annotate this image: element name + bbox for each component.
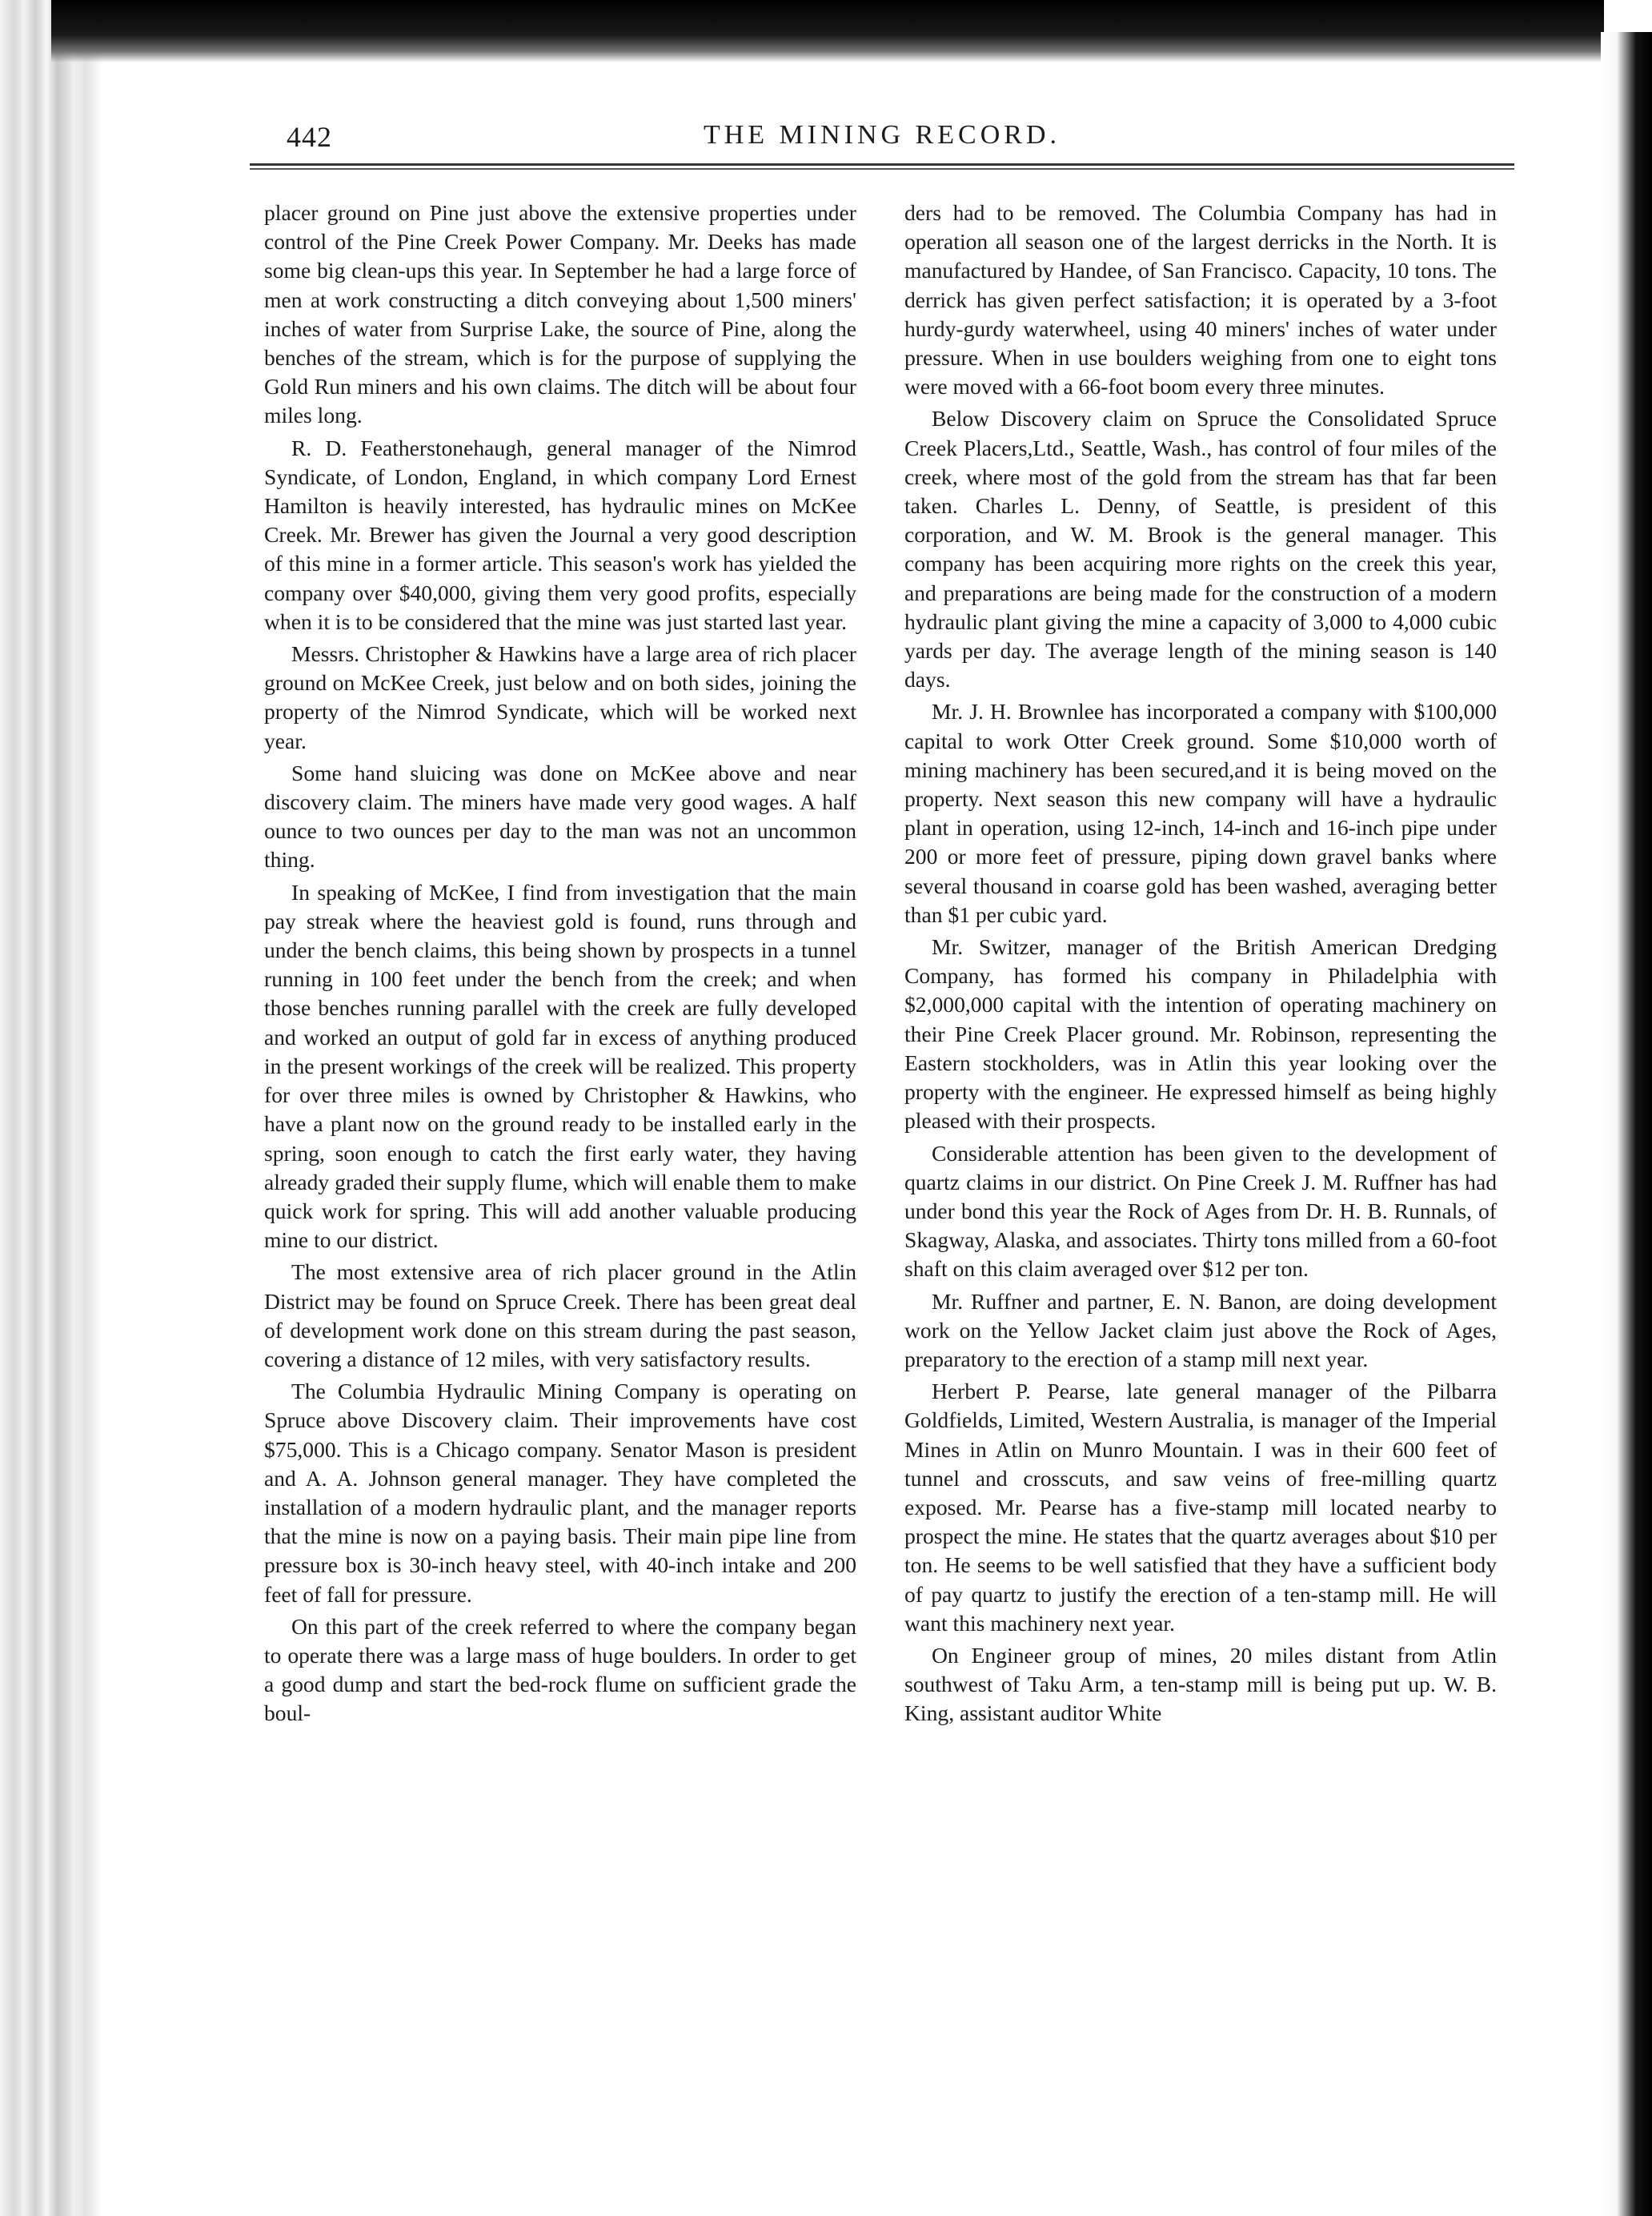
column-divider [884,197,885,2086]
paragraph: On this part of the creek referred to where the company began to operate there was a large mass of huge boulders. In order to get a good dump and start the bed-rock flume on sufficient grade the boul- [264,1613,856,1726]
journal-title: THE MINING RECORD. [703,120,1061,150]
paragraph: Considerable attention has been given to the development of quartz claims in our district. On Pine Creek J. M. Ruffner has had under bond this year the Rock of Ages from Dr. H. B. Runnals, of Skagway, Alaska, and associates. Thirty tons milled from a 60-foot shaft on this claim averaged over $12 per ton. [904,1140,1497,1282]
paragraph: In speaking of McKee, I find from investigation that the main pay streak where the heaviest gold is found, runs through and under the bench claims, this being shown by prospects in a tunnel running in 100 feet under the bench from the creek; and when those benches running parallel with the creek are fully developed and worked an output of gold far in excess of anything produced in the present workings of the creek will be realized. This property for over three miles is owned by Christopher & Hawkins, who have a plant now on the ground ready to be installed early in the spring, soon enough to catch the first early water, they having already graded their supply flume, which will enable them to make quick work for spring. This will add another valuable producing mine to our district. [264,879,856,1253]
page [250,94,1514,2144]
paragraph: ders had to be removed. The Columbia Company has had in operation all season one of the largest derricks in the North. It is manufactured by Handee, of San Francisco. Capacity, 10 tons. The derrick has given perfect satisfaction; it is operated by a 3-foot hurdy-gurdy waterwheel, using 40 miners' inches of water under pressure. When in use boulders weighing from one to eight tons were moved with a 66-foot boom every three minutes. [904,200,1497,399]
paragraph: placer ground on Pine just above the extensive properties under control of the Pine Creek Power Company. Mr. Deeks has made some big clean-ups this year. In September he had a large force of men at work constructing a ditch conveying about 1,500 miners' inches of water from Surprise Lake, the source of Pine, along the benches of the stream, which is for the purpose of supplying the Gold Run miners and his own claims. The ditch will be about four miles long. [264,200,856,428]
paragraph: Below Discovery claim on Spruce the Consolidated Spruce Creek Placers,Ltd., Seattle, Wash., has control of four miles of the creek, where most of the gold from the stream has that far been taken. Charles L. Denny, of Seattle, is president of this corporation, and W. M. Brook is the general manager. This company has been acquiring more rights on the creek this year, and preparations are being made for the construction of a modern hydraulic plant giving the mine a capacity of 3,000 to 4,000 cubic yards per day. The average length of the mining season is 140 days. [904,406,1497,692]
scan-top-shadow [51,0,1604,62]
paragraph: Mr. J. H. Brownlee has incorporated a company with $100,000 capital to work Otter Creek ground. Some $10,000 worth of mining machinery has been secured,and it is being moved on the property. Next season this new company will have a hydraulic plant in operation, using 12-inch, 14-inch and 16-inch pipe under 200 or more feet of pressure, piping down gravel banks where several thousand in coarse gold has been washed, averaging better than $1 per cubic yard. [904,699,1497,927]
paragraph: Mr. Ruffner and partner, E. N. Banon, are doing development work on the Yellow Jacket claim just above the Rock of Ages, preparatory to the erection of a stamp mill next year. [904,1288,1497,1371]
paragraph: Mr. Switzer, manager of the British American Dredging Company, has formed his company in Philadelphia with $2,000,000 capital with the intention of operating machinery on their Pine Creek Placer ground. Mr. Robinson, representing the Eastern stockholders, was in Atlin this year looking over the property with the engineer. He expressed himself as being highly pleased with their prospects. [904,934,1497,1134]
page-number: 442 [287,121,332,153]
paragraph: R. D. Featherstonehaugh, general manager of the Nimrod Syndicate, of London, England, in which company Lord Ernest Hamilton is heavily interested, has hydraulic mines on McKee Creek. Mr. Brewer has given the Journal a very good description of this mine in a former article. This season's work has yielded the company over $40,000, giving them very good profits, especially when it is to be considered that the mine was just started last year. [264,435,856,634]
scan-right-shadow [1601,32,1652,2216]
paragraph: On Engineer group of mines, 20 miles distant from Atlin southwest of Taku Arm, a ten-stamp mill is being put up. W. B. King, assistant auditor White [904,1642,1497,1726]
left-column [264,199,856,1732]
paragraph: Messrs. Christopher & Hawkins have a large area of rich placer ground on McKee Creek, just below and on both sides, joining the property of the Nimrod Syndicate, which will be worked next year. [264,641,856,753]
page-header [250,109,1514,157]
paragraph: Some hand sluicing was done on McKee above and near discovery claim. The miners have made very good wages. A half ounce to two ounces per day to the man was not an uncommon thing. [264,760,856,873]
paragraph: The Columbia Hydraulic Mining Company is operating on Spruce above Discovery claim. Their improvements have cost $75,000. This is a Chicago company. Senator Mason is president and A. A. Johnson general manager. They have completed the installation of a modern hydraulic plant, and the manager reports that the mine is now on a paying basis. Their main pipe line from pressure box is 30-inch heavy steel, with 40-inch intake and 200 feet of fall for pressure. [264,1379,856,1607]
header-rule [250,163,1514,170]
paragraph: Herbert P. Pearse, late general manager of the Pilbarra Goldfields, Limited, Western Australia, is manager of the Imperial Mines in Atlin on Munro Mountain. I was in their 600 feet of tunnel and crosscuts, and saw veins of free-milling quartz exposed. Mr. Pearse has a five-stamp mill located nearby to prospect the mine. He states that the quartz averages about $10 per ton. He seems to be well satisfied that they have a sufficient body of pay quartz to justify the erection of a ten-stamp mill. He will want this machinery next year. [904,1379,1497,1636]
paragraph: The most extensive area of rich placer ground in the Atlin District may be found on Spruce Creek. There has been great deal of development work done on this stream during the past season, covering a distance of 12 miles, with very satisfactory results. [264,1259,856,1371]
right-column [904,199,1497,1732]
scan-binding-edge [0,0,102,2216]
